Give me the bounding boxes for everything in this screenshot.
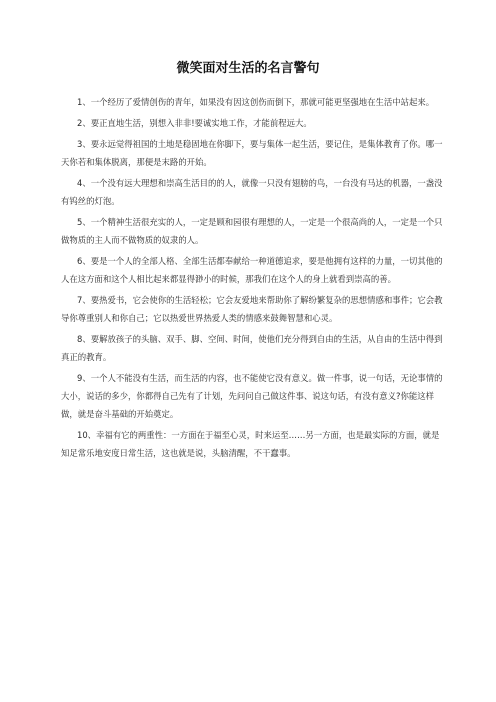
- quote-paragraph: 4、一个没有远大理想和崇高生活目的的人，就像一只没有翅膀的鸟，一台没有马达的机器，一盏没有钨丝的灯泡。: [61, 178, 443, 206]
- quote-paragraph: 7、要热爱书，它会使你的生活轻松；它会友爱地来帮助你了解纷繁复杂的思想情感和事件；它会教导你尊重别人和你自己；它以热爱世界热爱人类的情感来鼓舞智慧和心灵。: [61, 295, 443, 323]
- quote-paragraph: 5、一个精神生活很充实的人，一定是顾和园很有理想的人，一定是一个很高尚的人，一定是一个只做物质的主人而不做物质的奴隶的人。: [61, 217, 443, 245]
- quote-paragraph: 6、要是一个人的全部人格、全部生活都奉献给一种道德追求，要是他拥有这样的力量，一切其他的人在这方面和这个人相比起来都显得渺小的时候，那我们在这个人的身上就看到崇高的善。: [61, 256, 443, 284]
- quote-paragraph: 9、一个人不能没有生活，而生活的内容，也不能使它没有意义。做一件事，说一句话，无论事情的大小，说话的多少，你都得自己先有了计划，先问问自己做这件事、说这句话，有没有意义?你能这样做，就是奋斗基础的开始奠定。: [61, 373, 443, 419]
- quote-paragraph: 10、幸福有它的两重性：一方面在于福至心灵，时来运至……另一方面，也是最实际的方面，就是知足常乐地安度日常生活，这也就是说，头脑清醒，不干蠢事。: [61, 430, 440, 458]
- quote-paragraph: 8、要解放孩子的头脑、双手、脚、空间、时间，使他们充分得到自由的生活，从自由的生活中得到真正的教育。: [61, 334, 443, 362]
- quote-paragraph: 1、一个经历了爱情创伤的青年，如果没有因这创伤而倒下，那就可能更坚强地在生活中站起来。: [77, 97, 435, 107]
- document-title: 微笑面对生活的名言警句: [176, 61, 320, 76]
- quote-paragraph: 2、要正直地生活，别想入非非!要诚实地工作，才能前程远大。: [77, 118, 312, 128]
- quote-paragraph: 3、要永远觉得祖国的土地是稳固地在你脚下，要与集体一起生活，要记住，是集体教育了你。哪一天你若和集体脱离，那便是末路的开始。: [61, 139, 443, 167]
- quote-list: [61, 93, 443, 465]
